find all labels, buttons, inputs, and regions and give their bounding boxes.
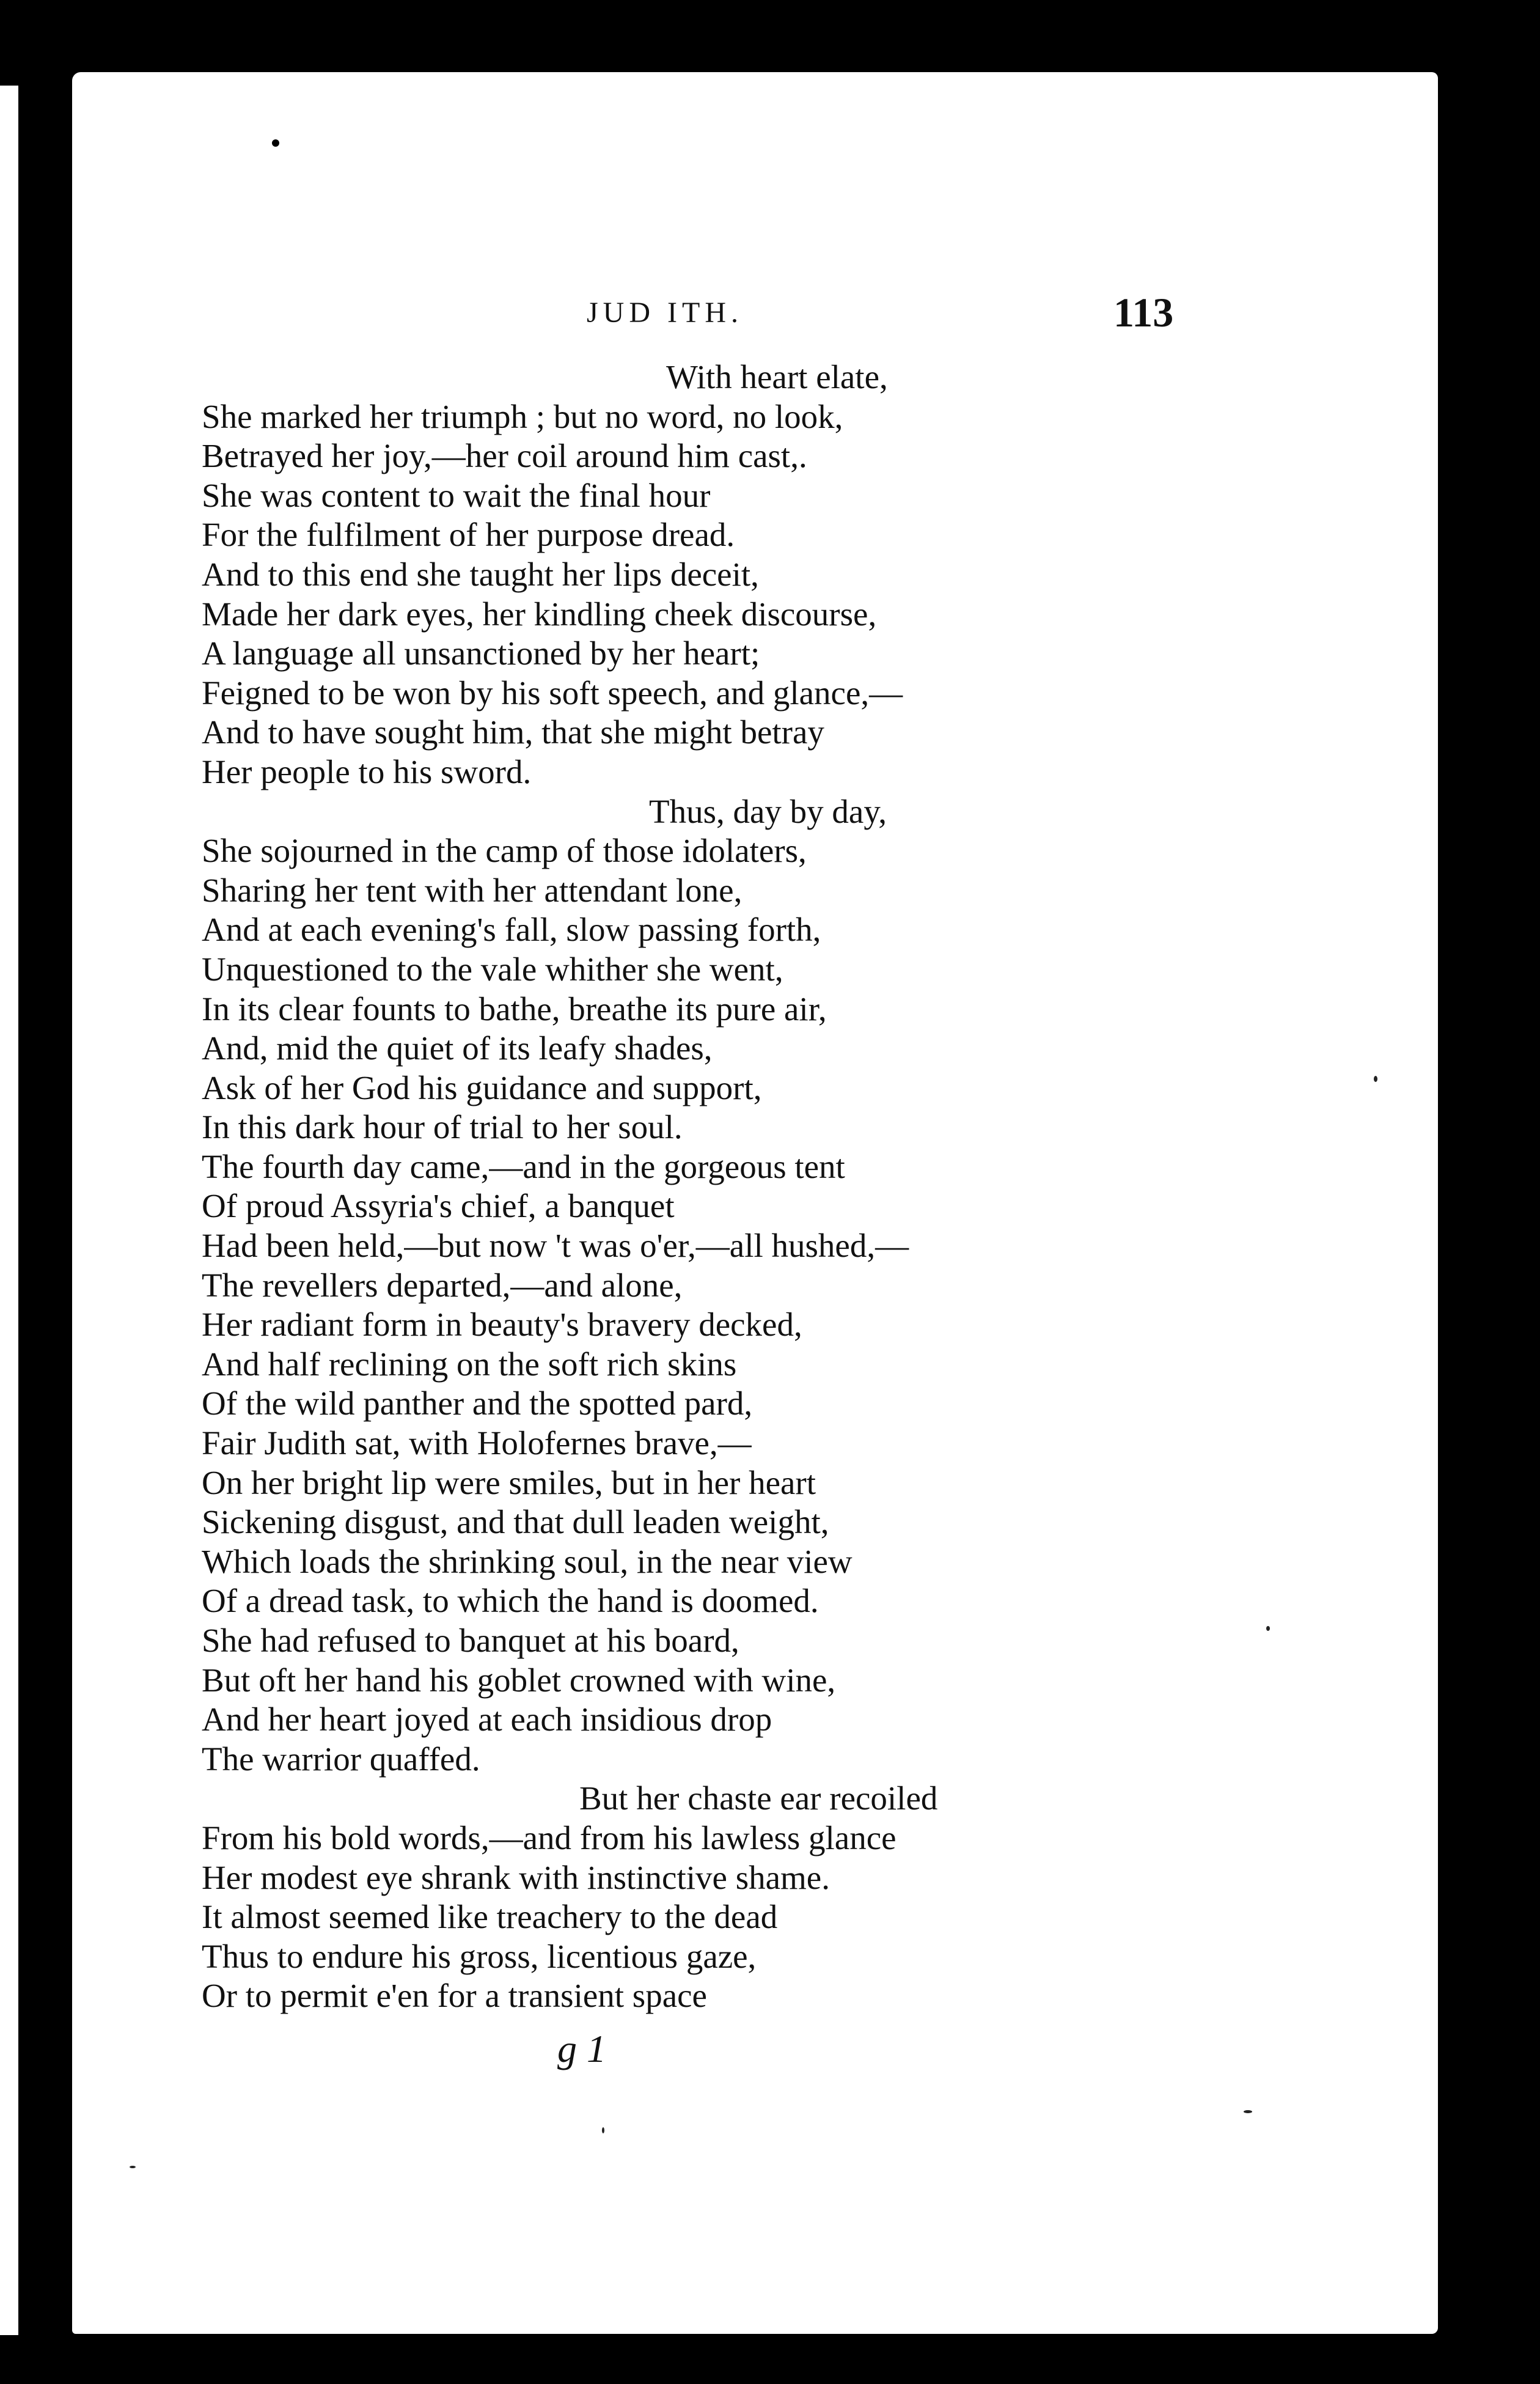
poem-body xyxy=(202,358,1363,2016)
poem-line: Thus, day by day, xyxy=(649,792,887,830)
poem-line: Had been held,—but now 't was o'er,—all hushed,— xyxy=(202,1227,909,1265)
poem-line: But oft her hand his goblet crowned with wine, xyxy=(202,1661,836,1699)
poem-line: Made her dark eyes, her kindling cheek discourse, xyxy=(202,595,877,633)
margin-speck xyxy=(1374,1076,1377,1082)
margin-speck xyxy=(1266,1626,1270,1631)
poem-line: Feigned to be won by his soft speech, and glance,— xyxy=(202,674,903,712)
poem-line: She had refused to banquet at his board, xyxy=(202,1622,739,1659)
ink-dot xyxy=(272,139,279,147)
poem-line: With heart elate, xyxy=(666,358,888,395)
margin-speck xyxy=(602,2127,604,2133)
poem-line: And, mid the quiet of its leafy shades, xyxy=(202,1029,713,1067)
poem-line: A language all unsanctioned by her heart; xyxy=(202,635,760,672)
page-number: 113 xyxy=(1113,289,1174,336)
poem-line: And at each evening's fall, slow passing forth, xyxy=(202,911,821,949)
poem-line: Of proud Assyria's chief, a banquet xyxy=(202,1187,675,1225)
poem-line: On her bright lip were smiles, but in her heart xyxy=(202,1463,816,1501)
poem-line: Or to permit e'en for a transient space xyxy=(202,1977,707,2015)
poem-line: Sickening disgust, and that dull leaden weight, xyxy=(202,1503,829,1541)
poem-line: Which loads the shrinking soul, in the near view xyxy=(202,1542,853,1580)
poem-line: Unquestioned to the vale whither she went, xyxy=(202,950,783,988)
poem-line: And to this end she taught her lips deceit, xyxy=(202,555,759,593)
poem-line: Ask of her God his guidance and support, xyxy=(202,1069,762,1106)
page-header xyxy=(0,289,1540,341)
poem-line: Sharing her tent with her attendant lone, xyxy=(202,871,743,909)
poem-line: And half reclining on the soft rich skins xyxy=(202,1345,737,1383)
poem-line: Thus to endure his gross, licentious gaze, xyxy=(202,1937,757,1975)
poem-line: She was content to wait the final hour xyxy=(202,476,711,514)
poem-line: For the fulfilment of her purpose dread. xyxy=(202,516,735,554)
margin-speck xyxy=(1244,2110,1252,2113)
poem-line: It almost seemed like treachery to the dead xyxy=(202,1898,778,1936)
poem-line: Her modest eye shrank with instinctive shame. xyxy=(202,1858,830,1896)
poem-line: In this dark hour of trial to her soul. xyxy=(202,1108,683,1146)
poem-line: Of the wild panther and the spotted pard, xyxy=(202,1385,753,1422)
poem-line: Of a dread task, to which the hand is doomed. xyxy=(202,1582,819,1620)
page-left-edge xyxy=(0,86,24,2335)
poem-line: The warrior quaffed. xyxy=(202,1740,480,1778)
poem-line: In its clear founts to bathe, breathe its pure air, xyxy=(202,990,827,1028)
poem-line: And to have sought him, that she might betray xyxy=(202,713,824,751)
poem-line: Her people to his sword. xyxy=(202,752,532,790)
poem-line: And her heart joyed at each insidious drop xyxy=(202,1701,772,1738)
margin-speck xyxy=(130,2166,136,2168)
signature-mark: g 1 xyxy=(557,2027,606,2070)
poem-line: The revellers departed,—and alone, xyxy=(202,1266,683,1304)
poem-line: From his bold words,—and from his lawless glance xyxy=(202,1819,897,1856)
poem-line: Betrayed her joy,—her coil around him cast,. xyxy=(202,437,807,475)
poem-line: The fourth day came,—and in the gorgeous tent xyxy=(202,1147,845,1185)
running-head: JUD ITH. xyxy=(587,296,743,329)
poem-line: Her radiant form in beauty's bravery decked, xyxy=(202,1306,802,1344)
poem-line: Fair Judith sat, with Holofernes brave,— xyxy=(202,1424,752,1462)
poem-line: She marked her triumph ; but no word, no look, xyxy=(202,397,843,435)
poem-line: She sojourned in the camp of those idolaters, xyxy=(202,832,807,870)
poem-line: But her chaste ear recoiled xyxy=(579,1779,938,1817)
